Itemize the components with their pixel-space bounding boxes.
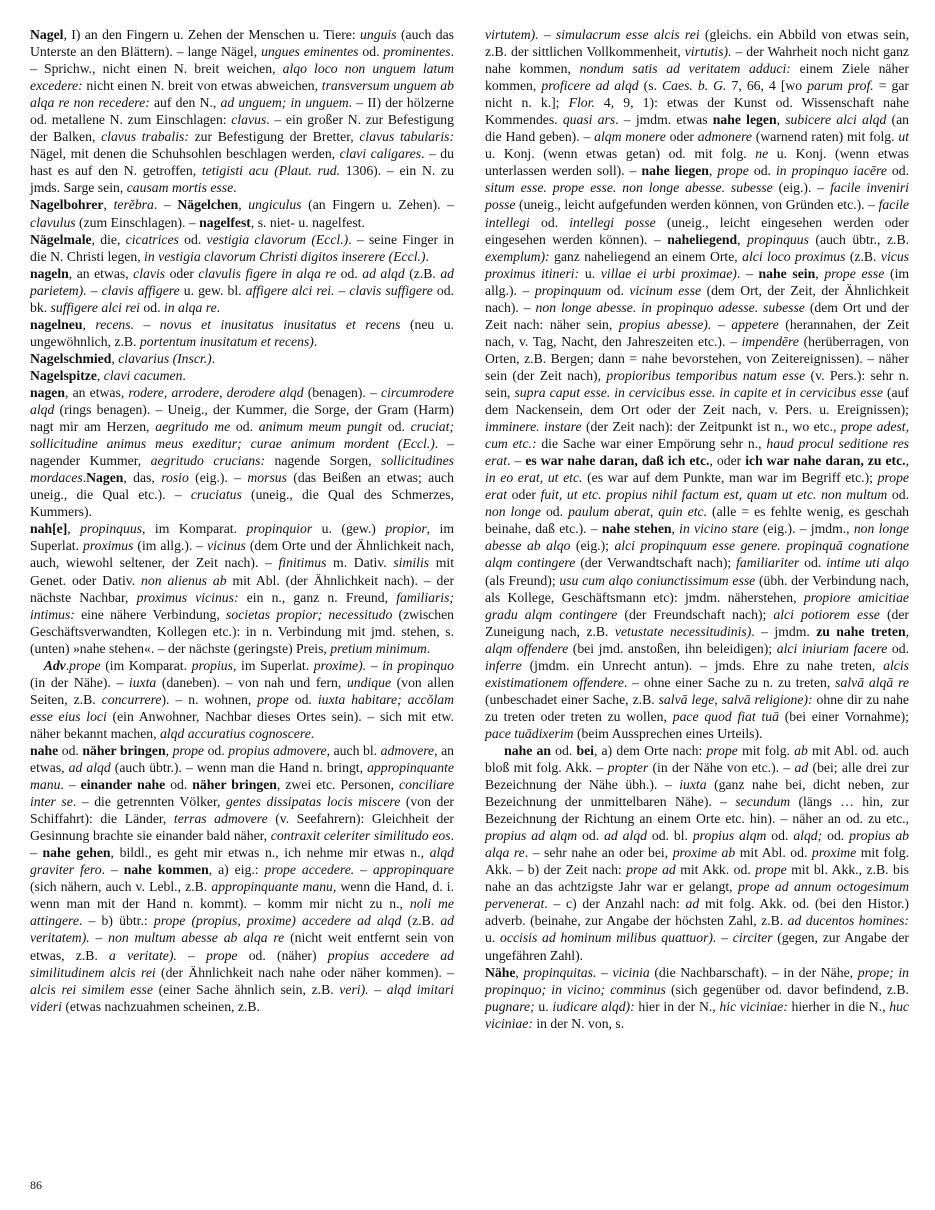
dictionary-entry: Nähe, propinquitas. – vicinia (die Nachbarschaft). – in der Nähe, prope; in propinquo; in vicino; comminus (sich gegenüber od. davor befindend, z.B. pugnare; u. iudicare alqd): hier in der N., hic viciniae: hierher in die N., huc viciniae: in der N. von, s. [485, 964, 909, 1031]
dictionary-entry: Nagelschmied, clavarius (Inscr.). [30, 350, 216, 366]
dictionary-entry: Nagelspitze, clavi cacumen. [30, 367, 186, 383]
dictionary-entry: nagelneu, recens. – novus et inusitatus inusitatus et recens (neu u. ungewöhnlich, z.B. portentum inusitatum et recens). [30, 316, 454, 349]
right-column [485, 26, 909, 1032]
dictionary-entry: virtutem). – simulacrum esse alcis rei (gleichs. ein Abbild von etwas sein, z.B. der sittlichen Vollkommenheit, virtutis). – der Wahrheit noch nicht ganz nahe kommen, nondum satis ad veritatem adduci: einem Ziele näher kommen, proficere ad alqd (s. Caes. b. G. 7, 66, 4 [wo parum prof. = gar nicht n. k.]; Flor. 4, 9, 1): etwas der Kunst od. Wissenschaft nahe Kommendes. quasi ars. – jmdm. etwas nahe legen, subicere alci alqd (an die Hand geben). – alqm monere oder admonere (warnend raten) mit folg. ut u. Konj. (wenn etwas getan) od. mit folg. ne u. Konj. (wenn etwas unterlassen werden soll). – nahe liegen, prope od. in propinquo iacēre od. situm esse. prope esse. non longe abesse. subesse (eig.). – facile inveniri posse (uneig., leicht aufgefunden werden können, von Gründen etc.). – facile intellegi od. intellegi posse (uneig., leicht eingesehen werden oder eingesehen werden können). – naheliegend, propinquus (auch übtr., z.B. exemplum): ganz naheliegend an einem Orte, alci loco proximus (z.B. vicus proximus itineri: u. villae ei urbi proximae). – nahe sein, prope esse (im allg.). – propinquum od. vicinum esse (dem Ort, der Zeit, der Ähnlichkeit nach). – non longe abesse. in propinquo adesse. subesse (dem Ort und der Zeit nach: näher sein, propius abesse). – appetere (herannahen, der Zeit nach, v. Tag, Nacht, den Jahreszeiten etc.). – impendēre (herüberragen, von Orten, z.B. Bergen; dann = nahe bevorstehen, von Zeitereignissen). – näher sein (der Zeit nach), propioribus temporibus natum esse (v. Pers.): sehr n. sein, supra caput esse. in cervicibus esse. in capite et in cervicibus esse (auf dem Nackensein, dem Ort oder der Zeit nach, v. Pers. u. Ereignissen); imminere. instare (der Zeit nach): der Zeitpunkt ist n., wo etc., prope adest, cum etc.: die Sache war einer Empörung sehr n., haud procul seditione res erat. – es war nahe daran, daß ich etc., oder ich war nahe daran, zu etc., in eo erat, ut etc. (es war auf dem Punkte, man war im Begriff etc.); prope erat oder fuit, ut etc. propius nihil factum est, quam ut etc. non multum od. non longe od. paulum aberat, quin etc. (alle = es fehlte wenig, es geschah beinahe, daß etc.). – nahe stehen, in vicino stare (eig.). – jmdm., non longe abesse ab alqo (eig.); alci propinquum esse genere. propinquā cognatione alqm contingere (der Verwandtschaft nach); familiariter od. intime uti alqo (als Freund); usu cum alqo coniunctissimum esse (übh. der Verbindung nach, als Kollege, Geschäftsmann etc): jmdm. näherstehen, propiore amicitiae gradu alqm contingere (der Freundschaft nach); alci potiorem esse (der Zuneigung nach, z.B. vetustate necessitudinis). – jmdm. zu nahe treten, alqm offendere (bei jmd. anstoßen, ihn beleidigen); alci iniuriam facere od. inferre (jmdm. ein Unrecht antun). – jmds. Ehre zu nahe treten, alcis existimationem offendere. – ohne einer Sache zu n. zu treten, salvā alqā re (unbeschadet einer Sache, z.B. salvā lege, salvā religione): ohne dir zu nahe zu treten oder treten zu wollen, pace quod fiat tuā (bei einer Vornahme); pace tuādixerim (beim Aussprechen eines Urteils). [485, 27, 910, 741]
dictionary-page [30, 26, 910, 1192]
dictionary-entry: Nagel, I) an den Fingern u. Zehen der Menschen u. Tiere: unguis (auch das Unterste an den Blättern). – lange Nägel, ungues eminentes od. prominentes. – Sprichw., nicht einen N. breit weichen, alqo loco non unguem latum excedere: nicht einen N. breit von etwas abweichen, transversum unguem ab alqa re non recedere: auf den N., ad unguem; in unguem. – II) der hölzerne od. metallene N. zum Einschlagen: clavus. – ein großer N. zur Befestigung der Balken, clavus trabalis: zur Befestigung der Bretter, clavus tabularis: Nägel, mit denen die Schuhsohlen beschlagen werden, clavi caligares. – du hast es auf den N. getroffen, tetigisti acu (Plaut. rud. 1306). – ein N. zu jmds. Sarge sein, causam mortis esse. [30, 27, 455, 196]
dictionary-entry: nagen, an etwas, rodere, arrodere, derodere alqd (benagen). – circumrodere alqd (rings benagen). – Uneig., der Kummer, die Sorge, der Gram (Harm) nagt mir am Herzen, aegritudo me od. animum meum pungit od. cruciat; sollicitudine animus meus exeditur; curae animum mordent (Eccl.). – nagender Kummer, aegritudo crucians: nagende Sorgen, sollicitudines mordaces.Nagen, das, rosio (eig.). – morsus (das Beißen an etwas; auch uneig., die Qual etc.). – cruciatus (uneig., die Qual des Schmerzes, Kummers). [30, 384, 455, 520]
dictionary-entry: nahe an od. bei, a) dem Orte nach: prope mit folg. ab mit Abl. od. auch bloß mit folg. Akk. – propter (in der Nähe von etc.). – ad (bei; alle drei zur Bezeichnung der Nähe übh.). – iuxta (ganz nahe bei, dicht neben, zur Bezeichnung der unmittelbaren Nähe). – secundum (längs … hin, zur Bezeichnung der Richtung an einem Orte etc. hin). – näher an od. zu etc., propius ad alqm od. ad alqd od. bl. propius alqm od. alqd; od. propius ab alqa re. – sehr nahe an oder bei, proxime ab mit Abl. od. proxime mit folg. Akk. – b) der Zeit nach: prope ad mit Akk. od. prope mit bl. Akk., z.B. bis nahe an das achtzigste Jahr war er gelangt, prope ad annum octogesimum pervenerat. – c) der Anzahl nach: ad mit folg. Akk. od. (bei den Histor.) adverb. (beinahe, zur Angabe der höchsten Zahl, z.B. ad ducentos homines: u. occisis ad hominum milibus quattuor). – circiter (gegen, zur Angabe der ungefähren Zahl). [485, 742, 910, 963]
dictionary-entry: nahe od. näher bringen, prope od. propius admovere, auch bl. admovere, an etwas, ad alqd (auch übtr.). – wenn man die Hand n. bringt, appropinquante manu. – einander nahe od. näher bringen, zwei etc. Personen, conciliare inter se. – die getrennten Völker, gentes dissipatas locis miscere (von der Schiffahrt): die Länder, terras admovere (v. Seefahrern): Gleichheit der Gesinnung brachte sie einander bald näher, contraxit celeriter similitudo eos. – nahe gehen, bildl., es geht mir etwas n., ich nehme mir etwas n., alqd graviter fero. – nahe kommen, a) eig.: prope accedere. – appropinquare (sich nähern, auch v. Lebl., z.B. appropinquante manu, wenn die Hand, d. i. wenn man mit der Hand n. kommt). – komm mir nicht zu n., noli me attingere. – b) übtr.: prope (propius, proxime) accedere ad alqd (z.B. ad veritatem). – non multum abesse ab alqa re (nicht weit entfernt sein von etwas, z.B. a veritate). – prope od. (näher) propius accedere ad similitudinem alcis rei (der Ähnlichkeit nach nahe oder näher kommen). – alcis rei similem esse (einer Sache ähnlich sein, z.B. veri). – alqd imitari videri (etwas nachzuahmen scheinen, z.B. [30, 742, 455, 1014]
left-column [30, 26, 454, 1015]
dictionary-entry: Adv.prope (im Komparat. propius, im Superlat. proxime). – in propinquo (in der Nähe). – iuxta (daneben). – von nah und fern, undique (von allen Seiten, z.B. concurrere). – n. wohnen, prope od. iuxta habitare; accŏlam esse eius loci (ein Anwohner, Nachbar dieses Ortes sein). – sich mit etw. näher bekannt machen, alqd accuratius cognoscere. [30, 657, 455, 741]
dictionary-entry: nah[e], propinquus, im Komparat. propinquior u. (gew.) propior, im Superlat. proximus (im allg.). – vicinus (dem Orte und der Ähnlichkeit nach, auch, wiewohl seltener, der Zeit nach). – finitimus m. Dativ. similis mit Genet. oder Dativ. non alienus ab mit Abl. (der Ähnlichkeit nach). – der nächste Nachbar, proximus vicinus: ein n., ganz n. Freund, familiaris; intimus: eine nähere Verbindung, societas propior; necessitudo (zwischen Geschäftsverwandten, Kollegen etc.): in n. Verbindung mit jmd. stehen, s. (unten) »nahe stehen«. – der nächste (geringste) Preis, pretium minimum. [30, 521, 455, 656]
dictionary-entry: Nagelbohrer, terĕbra. – Nägelchen, ungiculus (an Fingern u. Zehen). – clavulus (zum Einschlagen). – nagelfest, s. niet- u. nagelfest. [30, 197, 455, 230]
page-number: 86 [30, 1178, 42, 1192]
dictionary-entry: Nägelmale, die, cicatrices od. vestigia clavorum (Eccl.). – seine Finger in die N. Christi legen, in vestigia clavorum Christi digitos inserere (Eccl.). [30, 231, 455, 264]
dictionary-entry: nageln, an etwas, clavis oder clavulis figere in alqa re od. ad alqd (z.B. ad parietem). – clavis affigere u. gew. bl. affigere alci rei. – clavis suffigere od. bk. suffigere alci rei od. in alqa re. [30, 265, 454, 315]
